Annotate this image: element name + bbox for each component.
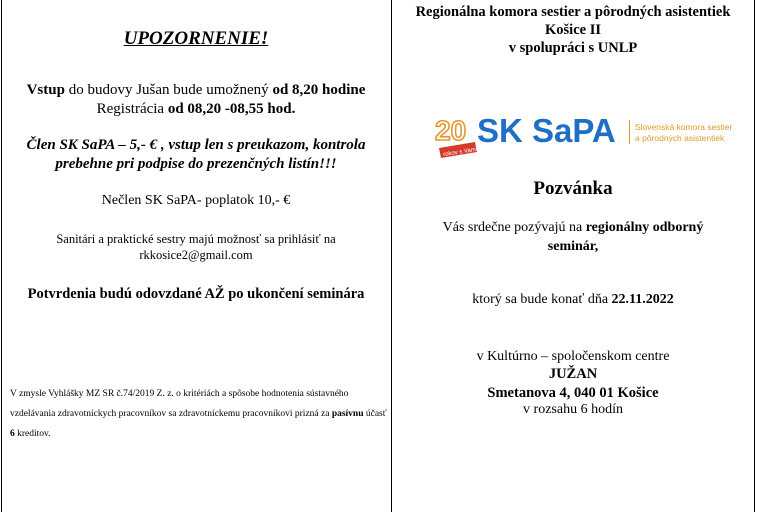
organizer-region: Košice II — [545, 22, 601, 38]
legal-text-1: V zmysle Vyhlášky MZ SR č.74/2019 Z. z. o kritériách a spôsobe hodnotenia sústavného vzdelávania zdravotníckych pracovníkov sa zdravotníckemu pracovníkovi prizná za — [10, 389, 349, 419]
anniversary-20-icon — [435, 115, 478, 158]
registration-time: od 08,20 -08,55 hod. — [167, 101, 296, 117]
invitation-desc-line1 — [393, 220, 753, 236]
registration-info — [3, 101, 389, 118]
desc-bold: regionálny odborný — [585, 220, 704, 235]
legal-passive: pasívnu — [331, 409, 364, 419]
legal-text-3: kreditov. — [14, 429, 51, 439]
entry-info — [3, 82, 389, 99]
invitation-title: Pozvánka — [533, 178, 613, 199]
event-date-line — [393, 292, 753, 308]
event-duration: v rozsahu 6 hodín — [523, 402, 623, 417]
logo-text: SK SaPA — [477, 112, 616, 149]
confirmation-note: Potvrdenia budú odovzdané AŽ po ukončení seminára — [27, 286, 365, 302]
warning-title: UPOZORNENIE! — [123, 28, 269, 49]
registration-prefix: Registrácia — [96, 101, 168, 117]
desc-prefix: Vás srdečne pozývajú na — [442, 220, 586, 235]
ribbon-text: rokov s Vami — [442, 146, 478, 159]
legal-note — [10, 384, 388, 444]
location-line1: v Kultúrno – spoločenskom centre — [476, 349, 670, 364]
anniversary-number: 20 — [435, 115, 467, 146]
organizer-partner: v spolupráci s UNLP — [508, 40, 638, 56]
organizer-name: Regionálna komora sestier a pôrodných asistentiek — [415, 4, 731, 20]
date-prefix: ktorý sa bude konať dňa — [472, 292, 612, 307]
legal-text-2: účasť — [363, 409, 387, 419]
location-name: JUŽAN — [548, 366, 598, 382]
sk-sapa-logo — [433, 108, 733, 160]
entry-prefix: Vstup — [26, 82, 65, 98]
logo-separator — [629, 120, 630, 144]
invitation-desc-line2: seminár, — [547, 239, 599, 254]
contact-email: rkkosice2@gmail.com — [139, 248, 253, 262]
nonmember-fee: Nečlen SK SaPA- poplatok 10,- € — [101, 193, 291, 208]
member-note-line1: Člen SK SaPA – 5,- € , vstup len s preukazom, kontrola — [26, 137, 366, 153]
member-note-line2: prebehne pri podpise do prezenčných listín!!! — [55, 156, 337, 172]
entry-middle: do budovy Jušan bude umožnený — [64, 82, 273, 98]
logo-tagline-2: a pôrodných asistentiek — [635, 133, 725, 143]
legal-credits: 6 — [10, 429, 15, 439]
event-date: 22.11.2022 — [611, 292, 674, 307]
entry-time: od 8,20 hodine — [272, 82, 366, 98]
location-address: Smetanova 4, 040 01 Košice — [487, 385, 659, 401]
sanitari-note: Sanitári a praktické sestry majú možnosť sa prihlásiť na — [56, 232, 336, 246]
logo-tagline-1: Slovenská komora sestier — [635, 122, 733, 132]
column-divider — [391, 0, 392, 512]
